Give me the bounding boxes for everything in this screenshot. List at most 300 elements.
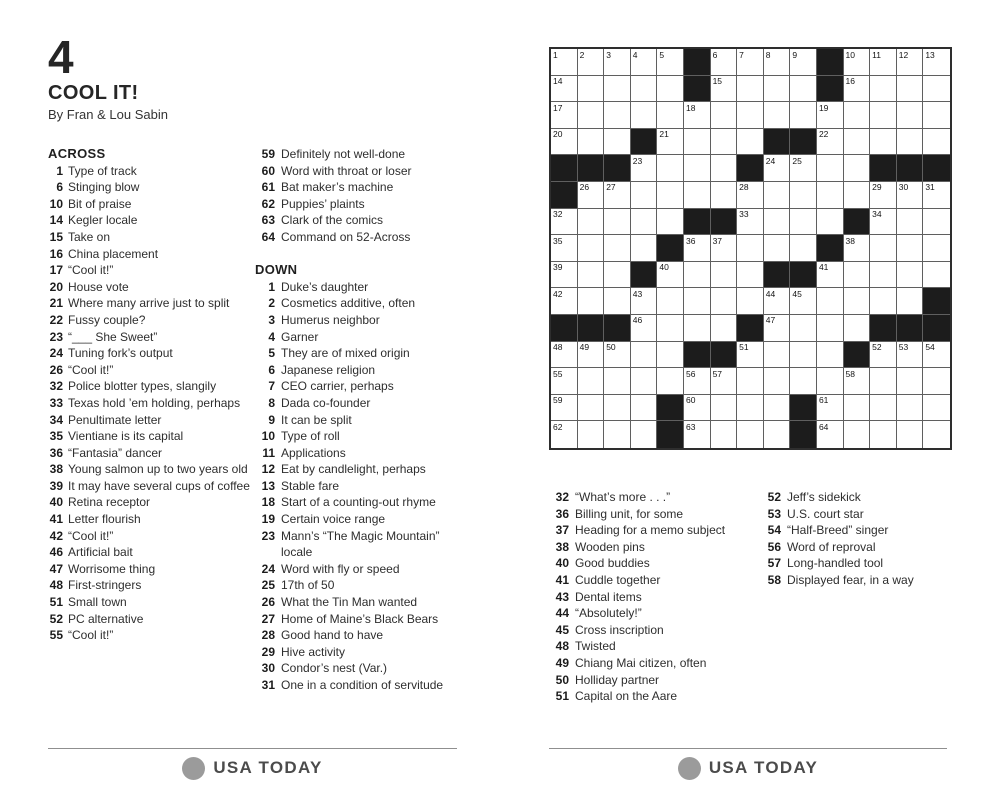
clue-number: 48 [555,639,569,654]
clue-number: 12 [261,462,275,477]
cell-number: 2 [579,49,585,60]
grid-cell [578,262,605,289]
grid-cell [711,49,738,76]
cell-number: 5 [659,49,665,60]
clue-text: Vientiane is its capital [68,429,184,444]
grid-cell [817,262,844,289]
grid-cell [604,129,631,156]
clue-number: 51 [49,595,63,610]
clue-item [255,163,467,180]
grid-cell [604,368,631,395]
clue-text: First-stringers [68,578,142,593]
clue-item [255,196,467,213]
grid-cell [790,49,817,76]
cell-number: 19 [818,102,829,113]
cell-number: 3 [606,49,611,60]
grid-cell [897,102,924,129]
grid-cell [631,342,658,369]
clue-number: 27 [261,611,275,626]
grid-black-cell [604,315,631,342]
grid-cell [604,288,631,315]
grid-cell [897,421,924,448]
clue-item [48,478,253,495]
clue-text: Clark of the comics [281,213,384,228]
grid-black-cell [790,129,817,156]
cell-number: 48 [553,342,563,353]
grid-cell [764,288,791,315]
clue-text: Where many arrive just to split [68,296,230,311]
grid-cell [817,315,844,342]
grid-cell [551,395,578,422]
grid-black-cell [711,342,738,369]
grid-cell [737,421,764,448]
cell-number: 34 [872,209,882,220]
grid-cell [604,102,631,129]
down-clue-list-2 [549,489,763,705]
cell-number: 7 [739,49,744,60]
usa-today-wordmark: USA TODAY [708,758,819,777]
grid-black-cell [790,262,817,289]
grid-cell [578,342,605,369]
clue-item [549,622,763,639]
grid-cell [870,262,897,289]
grid-cell [711,368,738,395]
clue-number: 6 [268,362,275,377]
cell-number: 13 [925,49,935,60]
grid-cell [631,235,658,262]
cell-number: 37 [712,235,723,246]
grid-cell [737,209,764,236]
clue-item [48,279,253,296]
clue-item [48,378,253,395]
clue-item [48,461,253,478]
cell-number: 25 [792,155,802,166]
clue-text: “Cool it!” [68,628,114,643]
clue-number: 4 [268,329,275,344]
clue-number: 52 [767,490,781,504]
clue-text: Word of reproval [787,539,876,554]
cell-number: 55 [553,368,563,379]
grid-cell [711,182,738,209]
clue-text: Stable fare [281,478,340,493]
clue-number: 44 [555,606,569,621]
grid-cell [844,395,871,422]
clue-number: 2 [268,296,275,311]
clue-item [255,511,467,528]
grid-cell [657,315,684,342]
clue-item [255,312,467,329]
grid-cell [657,262,684,289]
clue-item [255,528,467,561]
grid-cell [551,421,578,448]
clue-item [48,412,253,429]
grid-cell [657,102,684,129]
grid-cell [870,49,897,76]
grid-cell [551,129,578,156]
clue-item [255,279,467,296]
cell-number: 15 [712,76,723,87]
grid-cell [870,182,897,209]
grid-cell [764,421,791,448]
clue-item [48,312,253,329]
clue-number: 35 [49,429,63,444]
clue-number: 1 [56,163,63,178]
grid-cell [923,342,950,369]
clue-item [761,555,961,572]
across-clues-column-1 [48,146,253,644]
clue-text: “Absolutely!” [575,606,642,621]
grid-cell [844,49,871,76]
clue-number: 26 [49,362,63,377]
clue-text: Dental items [575,589,642,604]
clue-item [549,506,763,523]
clue-text: CEO carrier, perhaps [281,379,394,394]
cell-number: 1 [553,49,558,60]
clue-item [48,179,253,196]
clue-text: Applications [281,445,346,460]
clue-text: Home of Maine’s Black Bears [281,611,439,626]
cell-number: 30 [898,182,909,193]
grid-black-cell [870,155,897,182]
grid-black-cell [631,129,658,156]
grid-cell [657,368,684,395]
cell-number: 56 [685,368,696,379]
cell-number: 36 [685,235,696,246]
grid-cell [631,102,658,129]
clue-text: “Cool it!” [68,528,114,543]
grid-black-cell [897,155,924,182]
footer-rule-right [549,748,947,749]
clue-text: Police blotter types, slangily [68,379,217,394]
grid-cell [711,155,738,182]
grid-cell [631,49,658,76]
clue-number: 32 [49,379,63,394]
clue-text: Worrisome thing [68,561,156,576]
clue-text: Holliday partner [575,672,660,687]
clue-text: Stinging blow [68,180,140,195]
usa-today-logo-circle [182,757,205,780]
grid-black-cell [657,395,684,422]
grid-cell [897,368,924,395]
grid-cell [551,342,578,369]
grid-cell [578,209,605,236]
title-block [48,31,168,122]
clue-item [48,611,253,628]
grid-cell [684,421,711,448]
grid-cell [604,76,631,103]
clue-text: Type of roll [281,429,340,444]
clue-item [761,539,961,556]
grid-cell [657,49,684,76]
cell-number: 22 [818,129,829,140]
cell-number: 10 [845,49,855,60]
grid-cell [897,49,924,76]
clue-number: 36 [49,445,63,460]
grid-cell [817,421,844,448]
grid-cell [764,342,791,369]
grid-cell [657,209,684,236]
grid-cell [790,288,817,315]
grid-cell [923,421,950,448]
clue-number: 21 [49,296,63,311]
clue-number: 10 [261,429,275,444]
clue-text: Humerus neighbor [281,312,380,327]
clue-number: 18 [261,495,275,510]
clue-text: Garner [281,329,319,344]
grid-cell [711,129,738,156]
grid-cell [764,315,791,342]
clue-text: Retina receptor [68,495,151,510]
clue-item [255,329,467,346]
cell-number: 20 [553,129,563,140]
cell-number: 12 [898,49,909,60]
clue-text: Cosmetics additive, often [281,296,416,311]
grid-cell [817,129,844,156]
grid-cell [711,102,738,129]
grid-cell [737,288,764,315]
down-heading: DOWN [255,262,298,278]
clue-number: 52 [49,611,63,626]
grid-cell [817,288,844,315]
grid-cell [870,395,897,422]
grid-cell [684,102,711,129]
clue-item [255,395,467,412]
cell-number: 52 [872,342,882,353]
grid-cell [631,315,658,342]
clue-number: 24 [49,346,63,361]
grid-cell [551,288,578,315]
clue-text: Dada co-founder [281,395,371,410]
cell-number: 47 [765,315,776,326]
clue-number: 61 [261,180,275,195]
cell-number: 26 [579,182,590,193]
grid-black-cell [604,155,631,182]
grid-cell [737,102,764,129]
clue-number: 15 [49,229,63,244]
grid-cell [551,49,578,76]
grid-cell [923,209,950,236]
clue-text: Letter flourish [68,512,141,527]
cell-number: 33 [739,209,749,220]
grid-cell [844,368,871,395]
clue-number: 32 [555,490,569,504]
grid-cell [711,315,738,342]
clue-item [255,445,467,462]
grid-cell [897,76,924,103]
clue-text: Eat by candlelight, perhaps [281,462,426,477]
grid-cell [737,49,764,76]
grid-cell [923,182,950,209]
clue-number: 9 [268,412,275,427]
clue-item [549,539,763,556]
clue-number: 64 [261,229,275,244]
clue-number: 24 [261,561,275,576]
grid-cell [844,421,871,448]
clue-item [48,196,253,213]
grid-black-cell [790,421,817,448]
clue-number: 14 [49,213,63,228]
grid-cell [764,209,791,236]
grid-cell [711,262,738,289]
cell-number: 50 [606,342,616,353]
cell-number: 4 [632,49,638,60]
grid-cell [817,395,844,422]
clue-item [255,577,467,594]
clue-item [255,677,467,694]
clue-item [48,395,253,412]
clue-text: U.S. court star [787,506,864,521]
grid-black-cell [657,421,684,448]
grid-cell [844,182,871,209]
cell-number: 32 [553,209,563,220]
clue-item [761,572,961,589]
clue-number: 56 [767,539,781,554]
grid-cell [844,315,871,342]
clue-item [48,262,253,279]
grid-cell [764,235,791,262]
grid-cell [790,209,817,236]
byline: By Fran & Lou Sabin [48,107,168,122]
grid-cell [684,368,711,395]
grid-cell [817,342,844,369]
cell-number: 38 [845,235,855,246]
clue-text: Start of a counting-out rhyme [281,495,436,510]
grid-cell [897,395,924,422]
grid-cell [870,235,897,262]
clue-text: Texas hold ’em holding, perhaps [68,395,241,410]
grid-cell [844,155,871,182]
grid-black-cell [578,155,605,182]
clue-text: “___ She Sweet” [68,329,158,344]
clue-item [255,561,467,578]
clue-item [761,489,961,506]
grid-cell [817,155,844,182]
footer-left [48,753,457,783]
grid-cell [817,368,844,395]
puzzle-number: 4 [48,31,75,83]
clue-item [48,163,253,180]
grid-cell [657,342,684,369]
clue-item [255,627,467,644]
grid-cell [684,155,711,182]
clue-text: Penultimate letter [68,412,162,427]
clue-item [48,561,253,578]
grid-cell [604,182,631,209]
grid-cell [578,395,605,422]
grid-cell [657,155,684,182]
grid-cell [631,395,658,422]
cell-number: 16 [845,76,855,87]
clue-number: 55 [49,628,63,643]
clue-item [48,229,253,246]
grid-black-cell [923,288,950,315]
grid-cell [631,288,658,315]
clue-item [255,644,467,661]
clue-item [255,146,467,163]
clue-item [48,494,253,511]
clue-number: 39 [49,478,63,493]
grid-black-cell [578,315,605,342]
clue-item [48,594,253,611]
clue-text: Chiang Mai citizen, often [575,655,707,670]
cell-number: 31 [925,182,935,193]
grid-cell [923,235,950,262]
grid-cell [711,76,738,103]
clue-item [255,179,467,196]
clue-number: 23 [261,528,275,543]
usa-today-logo-circle [678,757,701,780]
footer-rule-left [48,748,457,749]
grid-cell [684,129,711,156]
grid-cell [790,155,817,182]
cell-number: 60 [685,395,696,406]
clue-number: 41 [49,512,63,527]
clue-item [549,572,763,589]
clue-number: 50 [555,672,569,687]
grid-black-cell [923,315,950,342]
grid-cell [923,49,950,76]
clue-text: Duke’s daughter [281,279,369,294]
grid-black-cell [790,395,817,422]
grid-cell [897,288,924,315]
grid-cell [737,129,764,156]
clue-number: 48 [49,578,63,593]
grid-cell [870,209,897,236]
cell-number: 8 [765,49,771,60]
clue-number: 59 [261,147,275,161]
grid-cell [604,209,631,236]
clue-number: 38 [49,462,63,477]
clue-text: Capital on the Aare [575,689,678,704]
grid-black-cell [764,262,791,289]
grid-cell [923,262,950,289]
clue-text: Tuning fork’s output [68,346,173,361]
clue-item [255,229,467,246]
clue-number: 45 [555,622,569,637]
grid-cell [631,182,658,209]
grid-cell [578,288,605,315]
grid-cell [684,262,711,289]
grid-black-cell [844,342,871,369]
clue-number: 29 [261,644,275,659]
grid-cell [684,182,711,209]
clue-text: Jeff’s sidekick [787,490,861,504]
clue-text: Word with throat or loser [281,163,412,178]
grid-cell [790,235,817,262]
clue-text: “What’s more . . .” [575,490,671,504]
clue-item [48,428,253,445]
clue-text: They are of mixed origin [281,346,410,361]
across-clue-list-2 [255,146,467,246]
clue-text: It can be split [281,412,352,427]
grid-black-cell [684,209,711,236]
clue-text: Puppies’ plaints [281,196,365,211]
cell-number: 49 [579,342,590,353]
clue-text: What the Tin Man wanted [281,595,418,610]
footer-right [549,753,947,783]
grid-cell [578,182,605,209]
cell-number: 14 [553,76,563,87]
clue-item [255,378,467,395]
grid-cell [657,129,684,156]
clue-text: “Cool it!” [68,362,114,377]
grid-cell [790,102,817,129]
cell-number: 63 [685,421,696,432]
grid-cell [578,102,605,129]
clue-item [255,611,467,628]
clue-item [549,522,763,539]
clue-item [48,627,253,644]
